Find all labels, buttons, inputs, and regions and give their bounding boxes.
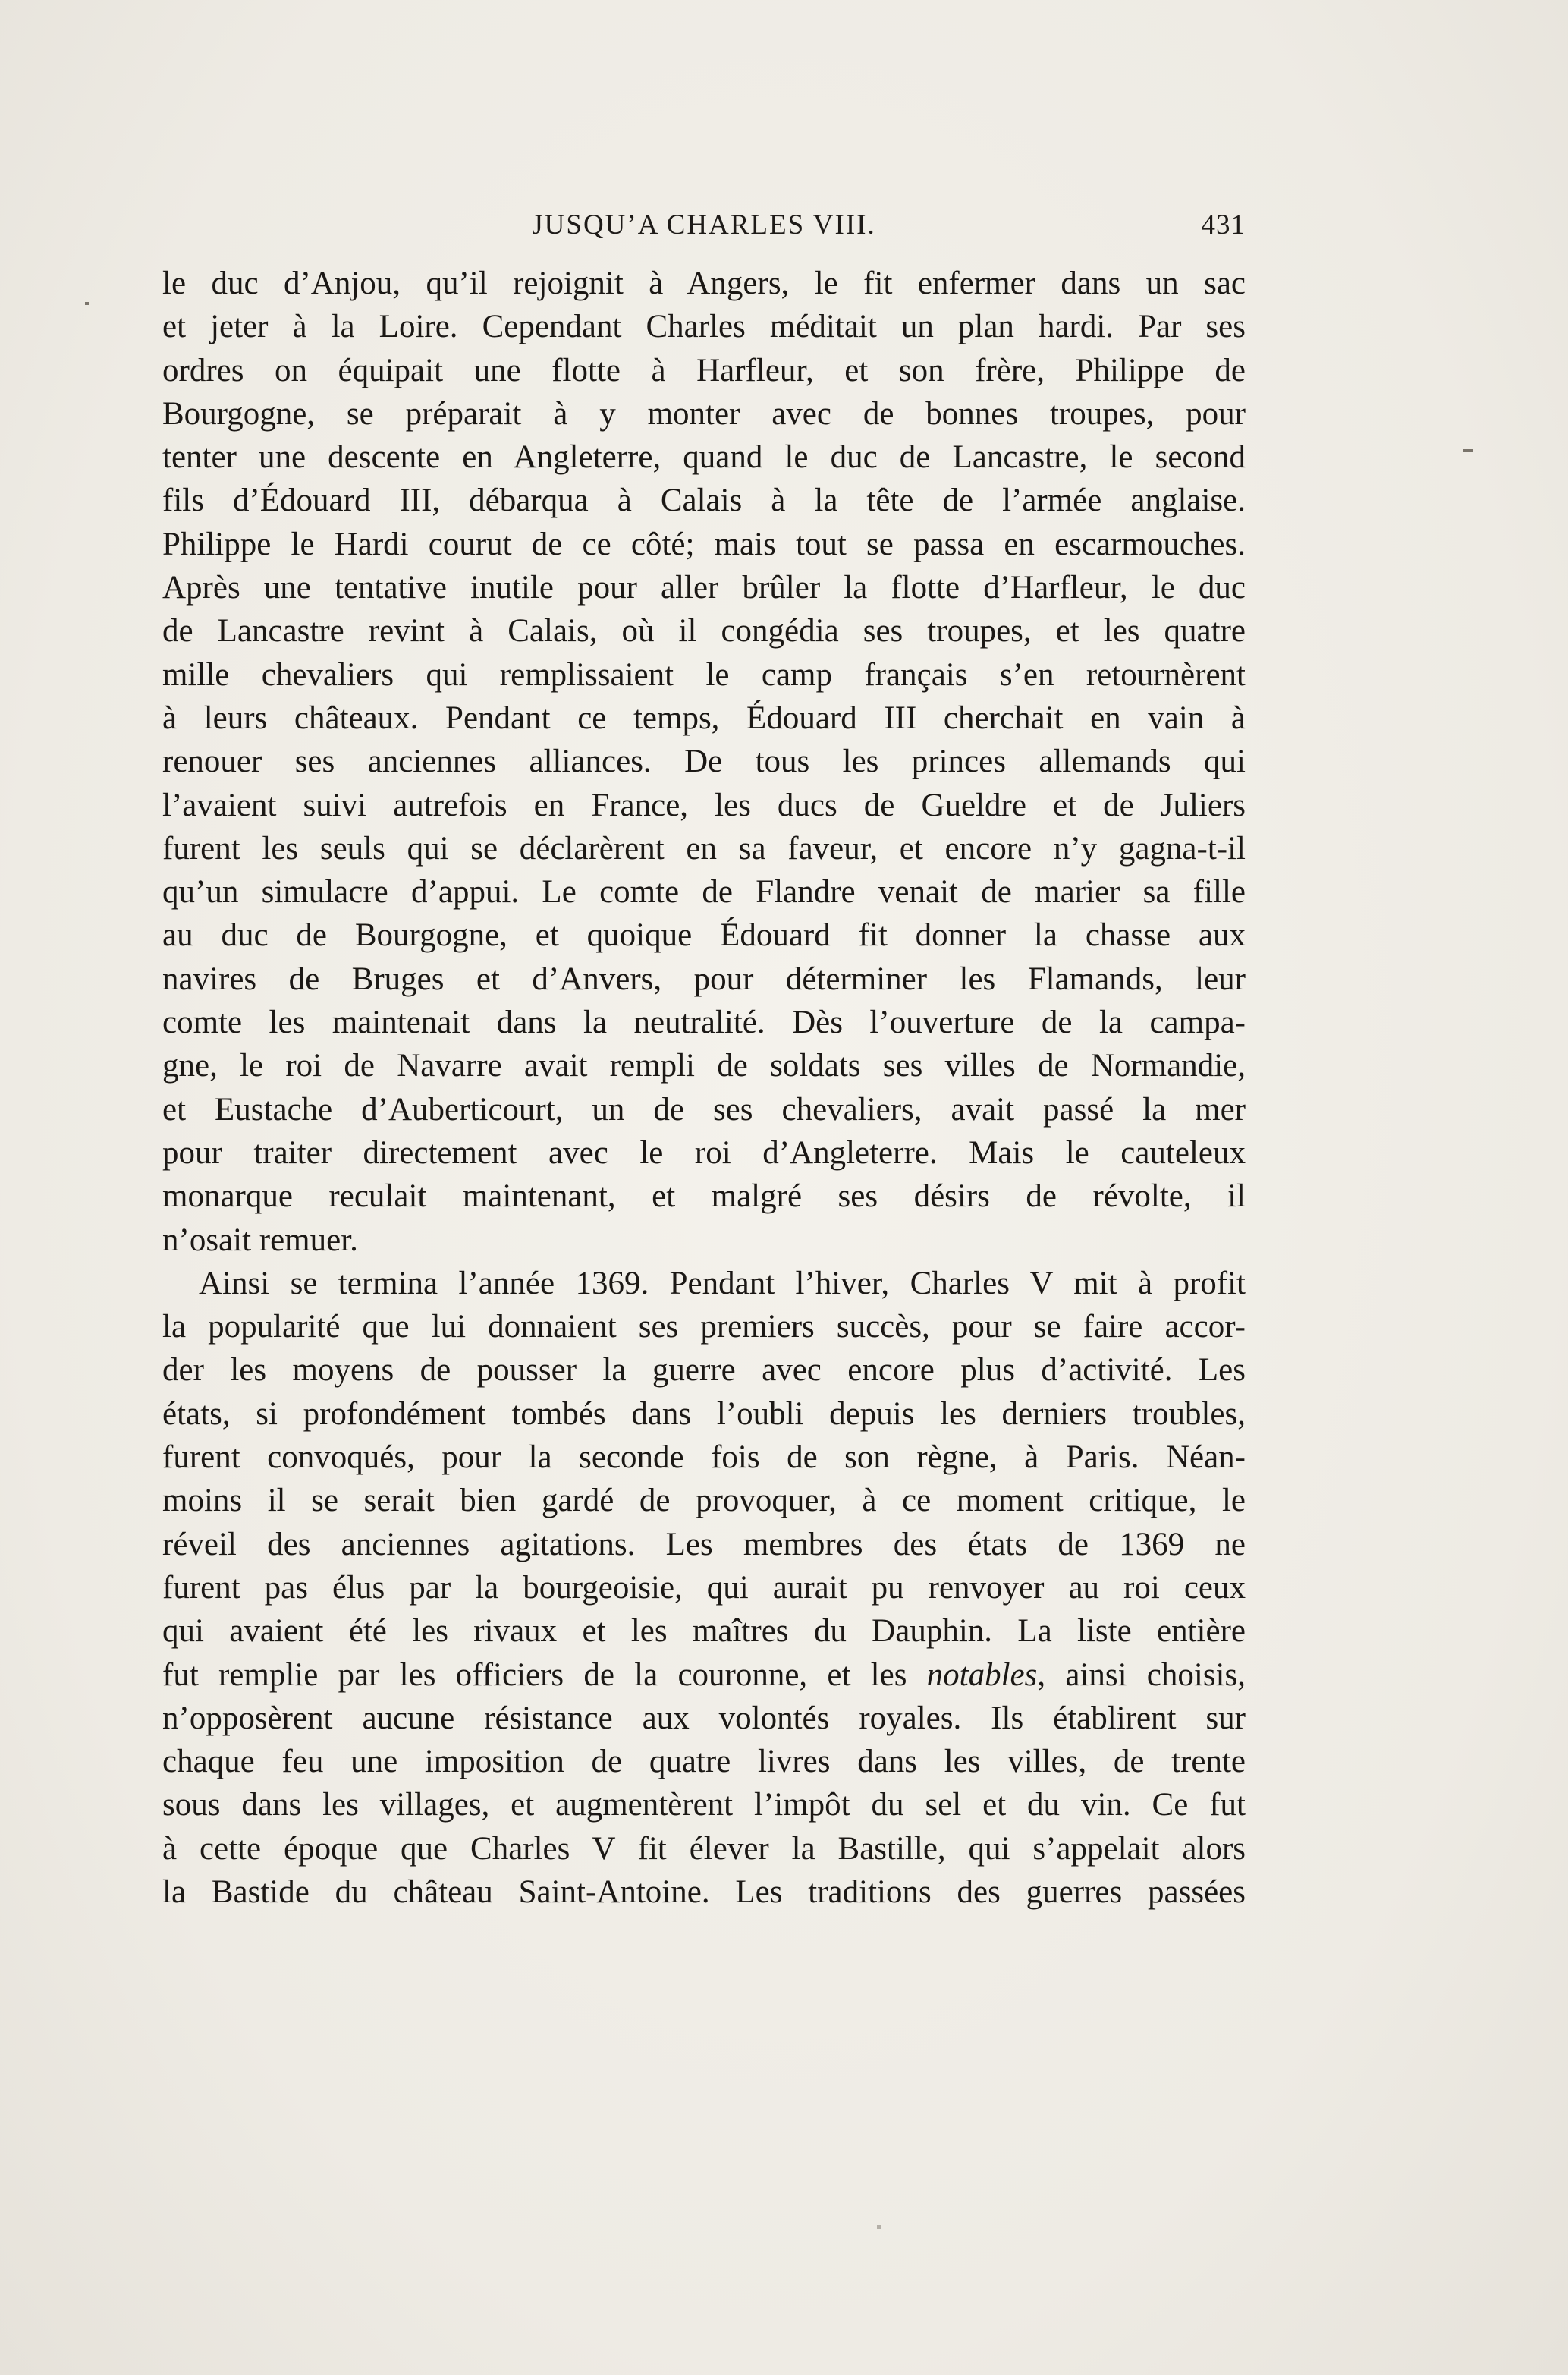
text-line: chaque feu une imposition de quatre livres dans les villes, de trente — [162, 1744, 1246, 1780]
text-line: gne, le roi de Navarre avait rempli de soldats ses villes de Normandie, — [162, 1048, 1246, 1084]
text-line: comte les maintenait dans la neutralité. Dès l’ouverture de la campa- — [162, 1005, 1246, 1041]
text-line: pour traiter directement avec le roi d’Angleterre. Mais le cauteleux — [162, 1134, 1246, 1171]
text-line: Philippe le Hardi courut de ce côté; mais tout se passa en escarmouches. — [162, 526, 1246, 562]
text-line: der les moyens de pousser la guerre avec encore plus d’activité. Les — [162, 1352, 1246, 1389]
text-line: à cette époque que Charles V fit élever la Bastille, qui s’appelait alors — [162, 1830, 1246, 1867]
text-line: et jeter à la Loire. Cependant Charles méditait un plan hardi. Par ses — [162, 309, 1246, 345]
text-line: sous dans les villages, et augmentèrent l’impôt du sel et du vin. Ce fut — [162, 1787, 1246, 1823]
text-line: fils d’Édouard III, débarqua à Calais à la tête de l’armée anglaise. — [162, 483, 1246, 519]
italic-word: notables — [926, 1656, 1038, 1693]
body-text — [162, 262, 1246, 1914]
text-line-with-italic — [162, 1653, 1246, 1697]
text-line: de Lancastre revint à Calais, où il congédia ses troupes, et les quatre — [162, 613, 1246, 650]
text-line: états, si profondément tombés dans l’oubli depuis les derniers troubles, — [162, 1395, 1246, 1432]
text-line: qui avaient été les rivaux et les maîtres du Dauphin. La liste entière — [162, 1613, 1246, 1650]
text-line: furent les seuls qui se déclarèrent en sa faveur, et encore n’y gagna-t-il — [162, 830, 1246, 867]
text-segment: fut remplie par les officiers de la couronne, et les — [162, 1656, 927, 1693]
text-line: tenter une descente en Angleterre, quand le duc de Lancastre, le second — [162, 439, 1246, 476]
text-line: mille chevaliers qui remplissaient le camp français s’en retournèrent — [162, 656, 1246, 693]
text-line: Bourgogne, se préparait à y monter avec de bonnes troupes, pour — [162, 395, 1246, 432]
paragraph-end-line: n’osait remuer. — [162, 1222, 358, 1258]
text-line: furent pas élus par la bourgeoisie, qui aurait pu renvoyer au roi ceux — [162, 1569, 1246, 1606]
page-number: 431 — [1201, 209, 1246, 241]
paragraph-start-line: Ainsi se termina l’année 1369. Pendant l’hiver, Charles V mit à profit — [199, 1265, 1246, 1301]
text-line: furent convoqués, pour la seconde fois de son règne, à Paris. Néan- — [162, 1439, 1246, 1476]
paper-speck — [1463, 449, 1473, 452]
page-header — [162, 209, 1246, 247]
text-line: qu’un simulacre d’appui. Le comte de Flandre venait de marier sa fille — [162, 874, 1246, 911]
text-line: réveil des anciennes agitations. Les membres des états de 1369 ne — [162, 1526, 1246, 1562]
text-line: la popularité que lui donnaient ses premiers succès, pour se faire accor- — [162, 1309, 1246, 1345]
text-line: renouer ses anciennes alliances. De tous les princes allemands qui — [162, 744, 1246, 780]
text-line: à leurs châteaux. Pendant ce temps, Édouard III cherchait en vain à — [162, 700, 1246, 736]
text-segment: , ainsi choisis, — [1037, 1656, 1246, 1693]
text-line: le duc d’Anjou, qu’il rejoignit à Angers, le fit enfermer dans un sac — [162, 266, 1246, 301]
text-line: la Bastide du château Saint-Antoine. Les traditions des guerres passées — [162, 1873, 1246, 1910]
text-line: et Eustache d’Auberticourt, un de ses chevaliers, avait passé la mer — [162, 1091, 1246, 1128]
text-line: Après une tentative inutile pour aller brûler la flotte d’Harfleur, le duc — [162, 570, 1246, 606]
text-line: monarque reculait maintenant, et malgré ses désirs de révolte, il — [162, 1178, 1246, 1215]
text-line: n’opposèrent aucune résistance aux volontés royales. Ils établirent sur — [162, 1700, 1246, 1736]
text-line: moins il se serait bien gardé de provoquer, à ce moment critique, le — [162, 1483, 1246, 1519]
text-line: au duc de Bourgogne, et quoique Édouard fit donner la chasse aux — [162, 917, 1246, 954]
text-line: ordres on équipait une flotte à Harfleur, et son frère, Philippe de — [162, 352, 1246, 388]
text-line: navires de Bruges et d’Anvers, pour déterminer les Flamands, leur — [162, 961, 1246, 997]
running-head: JUSQU’A CHARLES VIII. — [532, 209, 876, 241]
paper-speck — [877, 2225, 881, 2229]
paper-speck — [85, 302, 89, 305]
text-line: l’avaient suivi autrefois en France, les ducs de Gueldre et de Juliers — [162, 787, 1246, 823]
